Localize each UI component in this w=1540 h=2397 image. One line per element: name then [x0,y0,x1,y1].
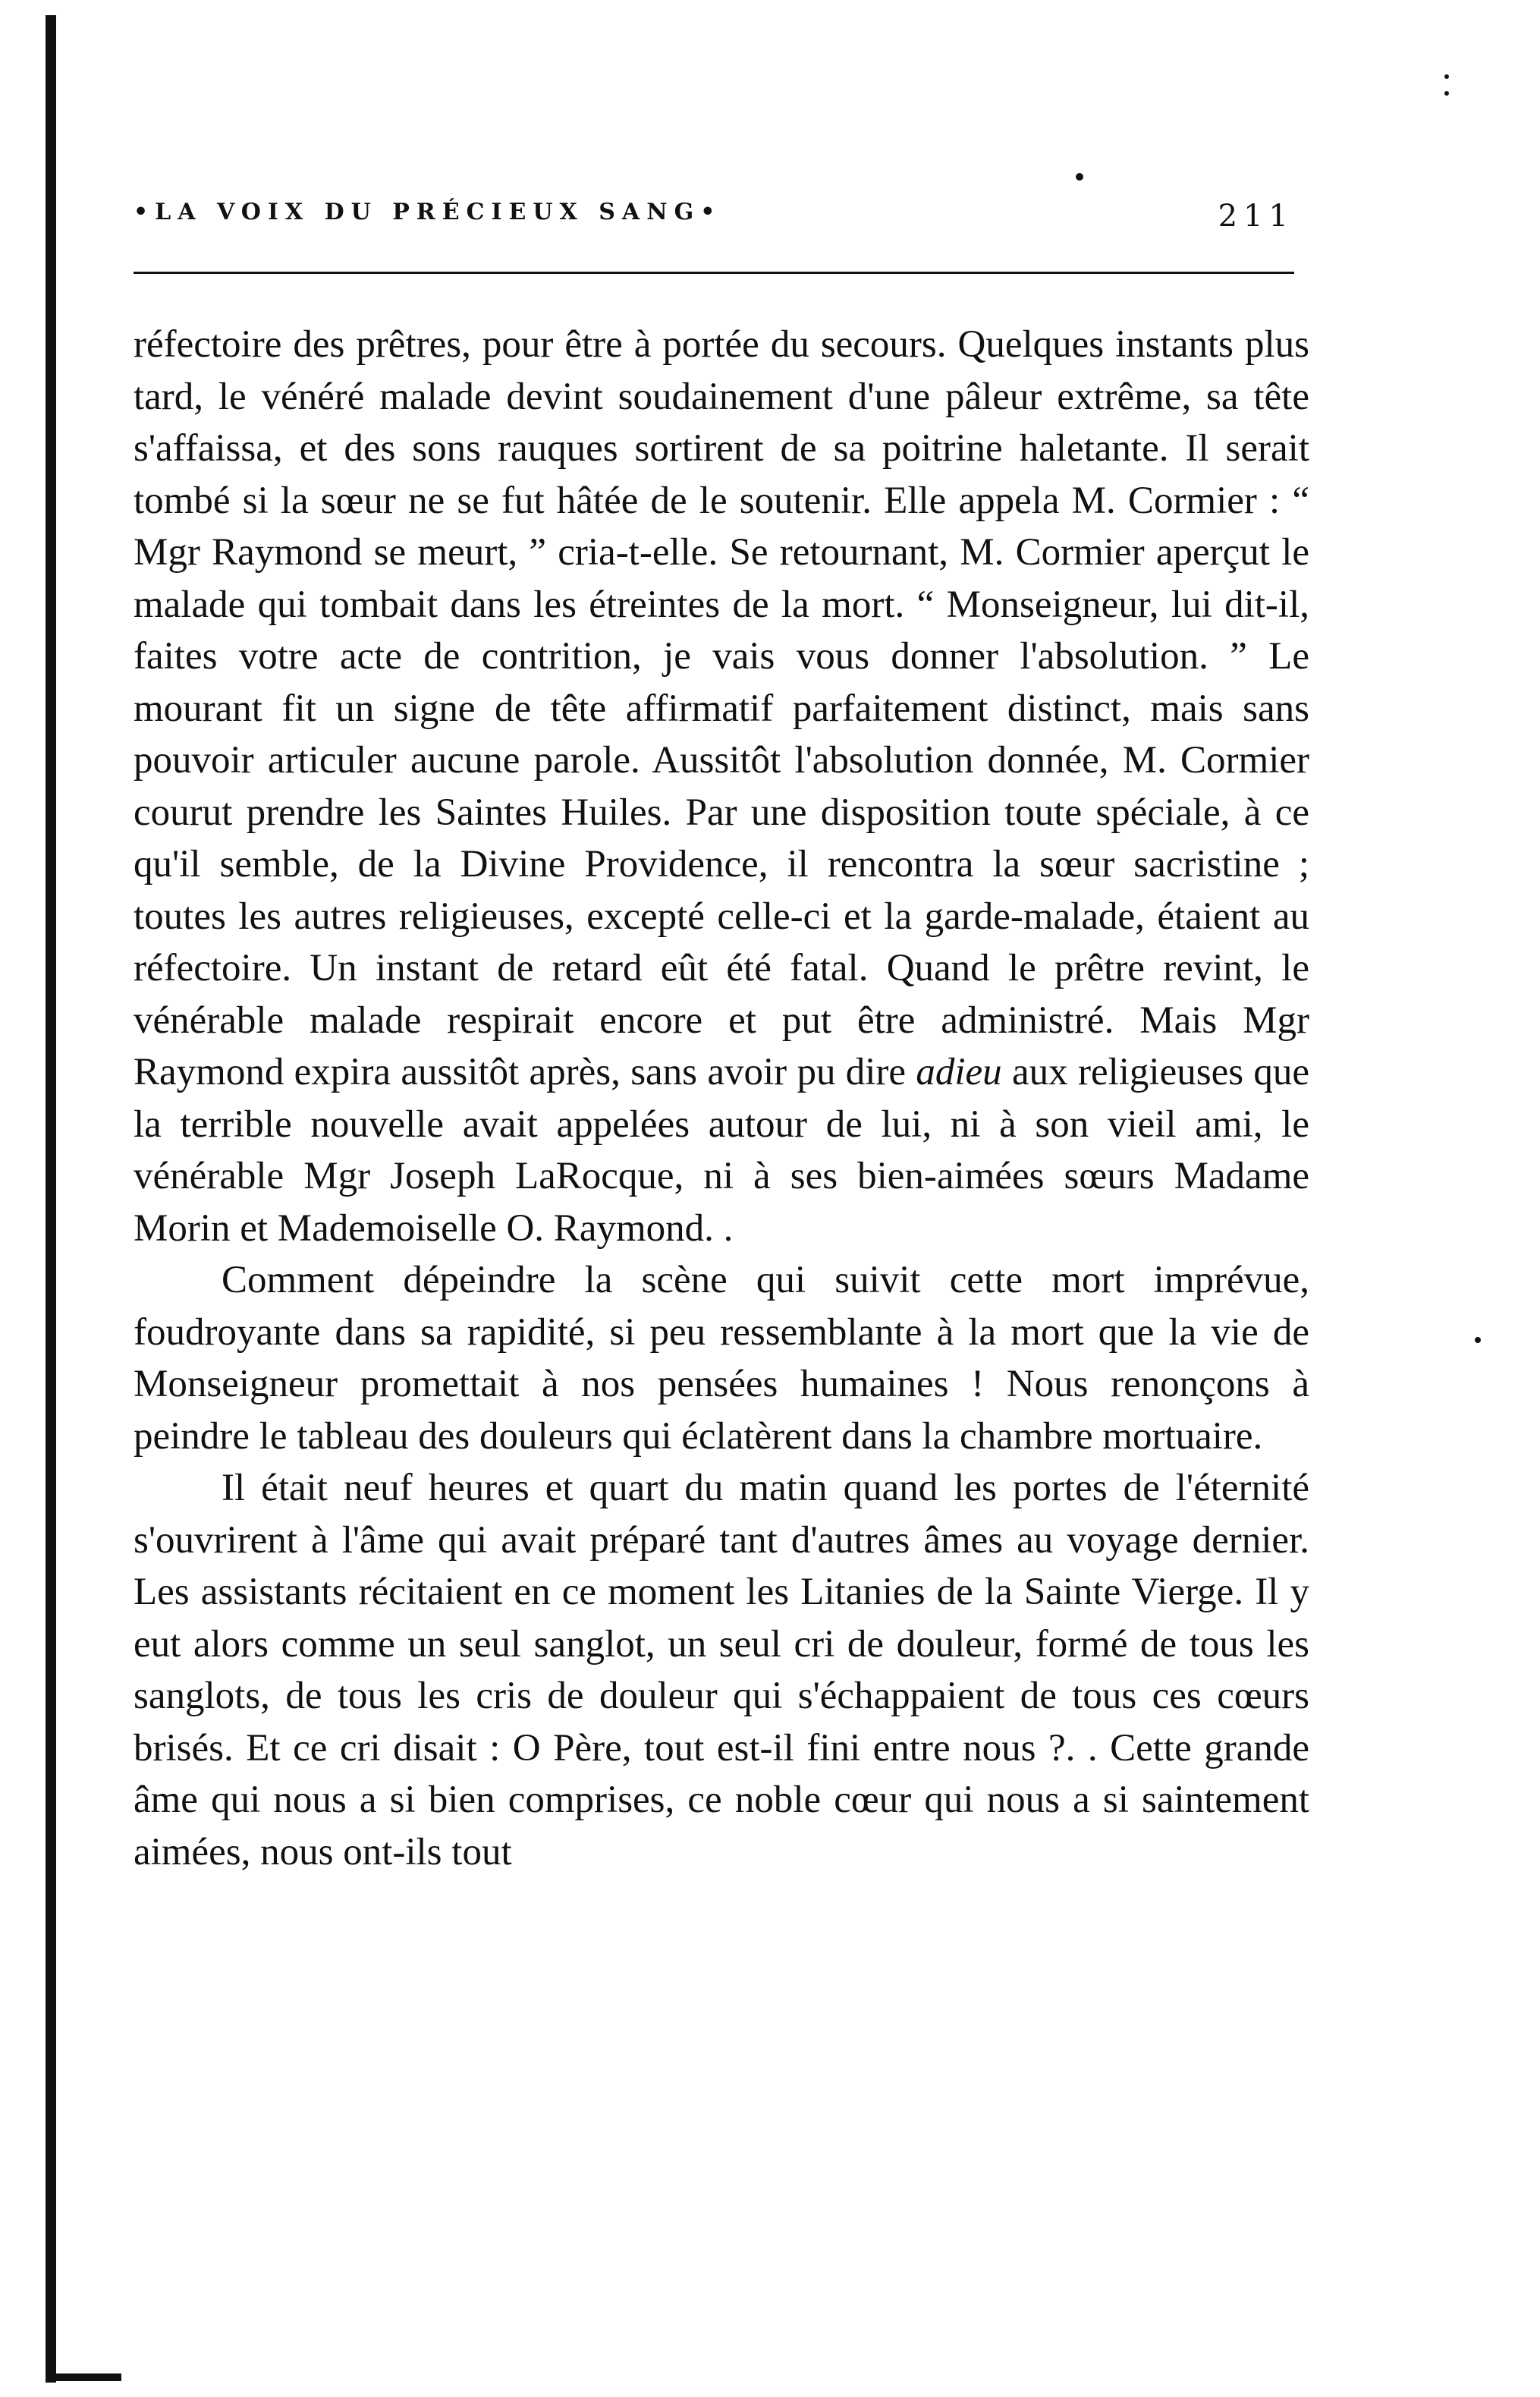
specks-dot-icon [1475,1337,1481,1343]
specks-dot-icon [1444,91,1449,96]
paragraph [134,319,1309,1254]
header-rule [134,272,1294,274]
paragraph: Comment dépeindre la scène qui suivit cette mort imprévue, foudroyante dans sa rapidité, si peu ressemblante à la mort que la vie de Monseigneur promettait à nos pensées humaines ! Nous renonçons à peindre le tableau des douleurs qui éclatèrent dans la chambre mortuaire. [134,1259,1309,1458]
body-text [134,319,1309,1878]
running-title: •LA VOIX DU PRÉCIEUX SANG• [134,199,722,225]
scan-binding-edge [46,15,56,2383]
paragraph-text: réfectoire des prêtres, pour être à portée du secours. Quelques instants plus tard, le vénéré malade devint soudainement d'une pâleur extrême, sa tête s'affaissa, et des sons rauques sortirent de sa poitrine haletante. Il serait tombé si la sœur ne se fut hâtée de le soutenir. Elle appela M. Cormier : “ Mgr Raymond se meurt, ” cria-t-elle. Se retournant, M. Cormier aperçut le malade qui tombait dans les étreintes de la mort. “ Monseigneur, lui dit-il, faites votre acte de contrition, je vais vous donner l'absolution. ” Le mourant fit un signe de tête affirmatif parfaitement distinct, mais sans pouvoir articuler aucune parole. Aussitôt l'absolution donnée, M. Cormier courut prendre les Saintes Huiles. Par une disposition toute spéciale, à ce qu'il semble, de la Divine Providence, il rencontra la sœur sacristine ; toutes les autres religieuses, excepté celle-ci et la garde-malade, étaient au réfectoire. Un instant de retard eût été fatal. Quand le prêtre revint, le vénérable malade respirait encore et put être administré. Mais Mgr Raymond expira aussitôt après, sans avoir pu dire [134,323,1309,1093]
paragraph: Il était neuf heures et quart du matin quand les portes de l'éternité s'ouvrirent à l'âme qui avait préparé tant d'autres âmes au voyage dernier. Les assistants récitaient en ce moment les Litanies de la Sainte Vierge. Il y eut alors comme un seul sanglot, un seul cri de douleur, formé de tous les sanglots, de tous les cris de douleur qui s'échappaient de tous ces cœurs brisés. Et ce cri disait : O Père, tout est-il fini entre nous ?. . Cette grande âme qui nous a si bien comprises, ce noble cœur qui nous a si saintement aimées, nous ont-ils tout [134,1467,1309,1873]
running-header [134,199,1294,244]
scan-bottom-edge [46,2373,121,2381]
page-number: 211 [1218,199,1294,234]
specks-dot-icon [1444,74,1449,79]
specks-dot-icon [1076,173,1083,181]
italic-word: adieu [916,1051,1002,1093]
paragraph-text: aux religieuses que la terrible nouvelle avait appelées autour de lui, ni à son vieil ami, le vénérable Mgr Joseph LaRocque, ni à ses bien-aimées sœurs Madame Morin et Mademoiselle O. Raymond. . [134,1051,1310,1250]
